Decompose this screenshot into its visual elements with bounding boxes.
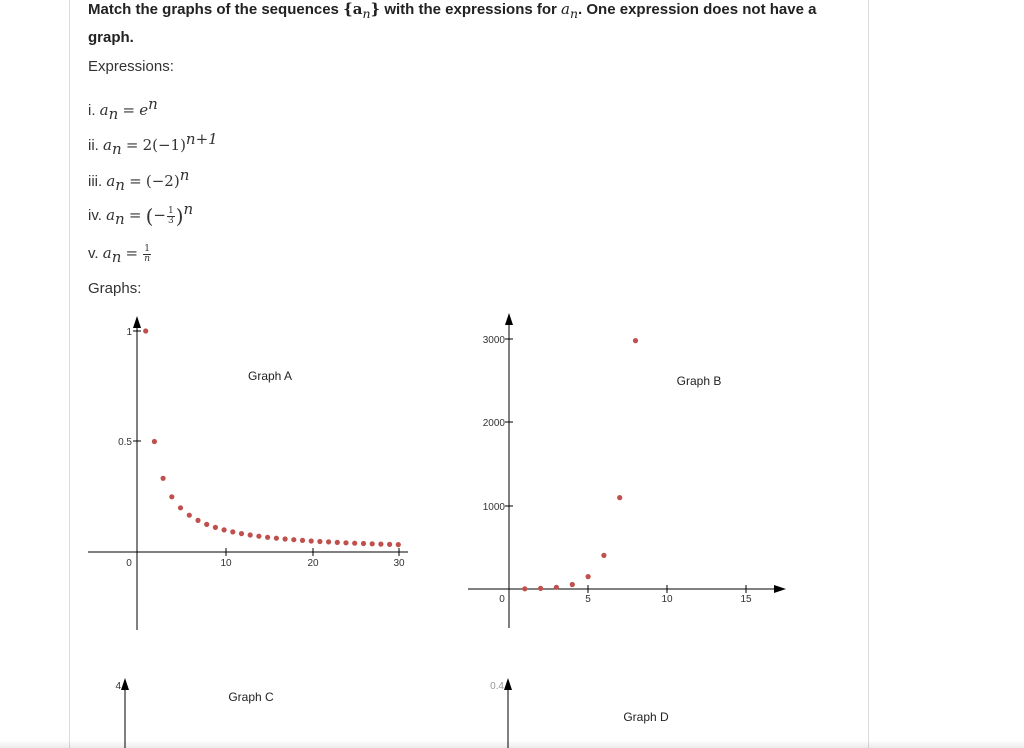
graph-a-point-24 [343, 540, 348, 545]
graph-b-point-3 [554, 585, 559, 590]
graph-a-point-20 [309, 538, 314, 543]
graph-a-point-30 [396, 542, 401, 547]
graph-a-points [143, 328, 401, 547]
graph-b-xtick-label-0: 0 [499, 594, 505, 605]
graph-b-point-5 [586, 574, 591, 579]
graph-a-point-15 [265, 535, 270, 540]
question-prompt: Match the graphs of the sequences $\{a_n\}$ with the expressions for $a_n$. One expression does not have a graph. [88, 0, 817, 46]
graph-a-point-18 [291, 537, 296, 542]
graph-a-point-5 [178, 505, 183, 510]
graph-a-point-27 [370, 541, 375, 546]
graph-a-point-6 [187, 513, 192, 518]
graph-c-y-arrow [121, 678, 129, 690]
graph-a-point-8 [204, 522, 209, 527]
graph-a-point-23 [335, 540, 340, 545]
graph-d-ytick-label-04: 0.4 [490, 681, 504, 692]
graph-a-point-19 [300, 538, 305, 543]
graph-c-ytick-label-4: 4 [115, 681, 121, 692]
graph-b-point-8 [633, 338, 638, 343]
expression-4: iv. $a_n$ = (− $\frac{1}{3}$ )$^n$ [88, 200, 194, 229]
expression-5: v. $a_n$ = $\frac{1}{n}$ [88, 243, 151, 266]
graph-a-ytick-label-1: 1 [126, 327, 132, 338]
graph-a-ytick-label-05: 0.5 [118, 437, 132, 448]
graph-b-title: Graph B [676, 374, 722, 388]
expressions-heading: Expressions: [88, 58, 174, 75]
graph-b-xtick-label-15: 15 [740, 594, 752, 605]
expression-3: iii. $a_n = (-2)^n$ [88, 166, 190, 194]
graph-a-xtick-label-20: 20 [307, 558, 319, 569]
graphs-heading: Graphs: [88, 280, 142, 297]
graph-a-xtick-label-30: 30 [393, 558, 405, 569]
expression-1: i. $a_n = e^n$ [88, 95, 158, 123]
graph-a-xtick-label-10: 10 [220, 558, 232, 569]
graph-a-point-22 [326, 539, 331, 544]
graph-b-points [522, 338, 638, 591]
graph-a-point-4 [169, 494, 174, 499]
graph-a-point-1 [143, 328, 148, 333]
graph-b-point-1 [522, 586, 527, 591]
graph-b-point-4 [570, 582, 575, 587]
graph-a-point-28 [378, 542, 383, 547]
graph-a-point-29 [387, 542, 392, 547]
graph-a-point-26 [361, 541, 366, 546]
graph-b-x-arrow [774, 585, 786, 593]
graph-b-ytick-label-1000: 1000 [482, 502, 505, 513]
graph-a-point-13 [248, 532, 253, 537]
graph-d-y-arrow [504, 678, 512, 690]
graph-a-point-16 [274, 536, 279, 541]
graph-b-xtick-label-10: 10 [661, 594, 673, 605]
graph-c-title: Graph C [228, 690, 274, 704]
graph-a-point-25 [352, 541, 357, 546]
graph-a-point-7 [195, 518, 200, 523]
graph-d-title: Graph D [623, 710, 669, 724]
graph-a-point-21 [317, 539, 322, 544]
graph-a-point-17 [283, 536, 288, 541]
graph-b-y-arrow [505, 313, 513, 325]
graph-b-ytick-label-3000: 3000 [482, 335, 505, 346]
graph-a-point-11 [230, 529, 235, 534]
graph-b-point-2 [538, 586, 543, 591]
graph-a-point-3 [161, 476, 166, 481]
graph-b-ytick-label-2000: 2000 [482, 418, 505, 429]
expression-2: ii. $a_n = 2(-1)^{n+1}$ [88, 130, 218, 158]
bottom-shadow [0, 740, 1024, 748]
graph-a-point-2 [152, 439, 157, 444]
graph-b-xtick-label-5: 5 [585, 594, 591, 605]
graph-a-title: Graph A [247, 369, 293, 383]
graph-a-point-9 [213, 525, 218, 530]
graph-a-xtick-label-0: 0 [126, 558, 132, 569]
graph-b-point-6 [601, 553, 606, 558]
graph-a-point-10 [222, 527, 227, 532]
graph-a-point-12 [239, 531, 244, 536]
graph-a-y-arrow [133, 316, 141, 328]
graph-b-point-7 [617, 495, 622, 500]
graph-a-point-14 [256, 534, 261, 539]
